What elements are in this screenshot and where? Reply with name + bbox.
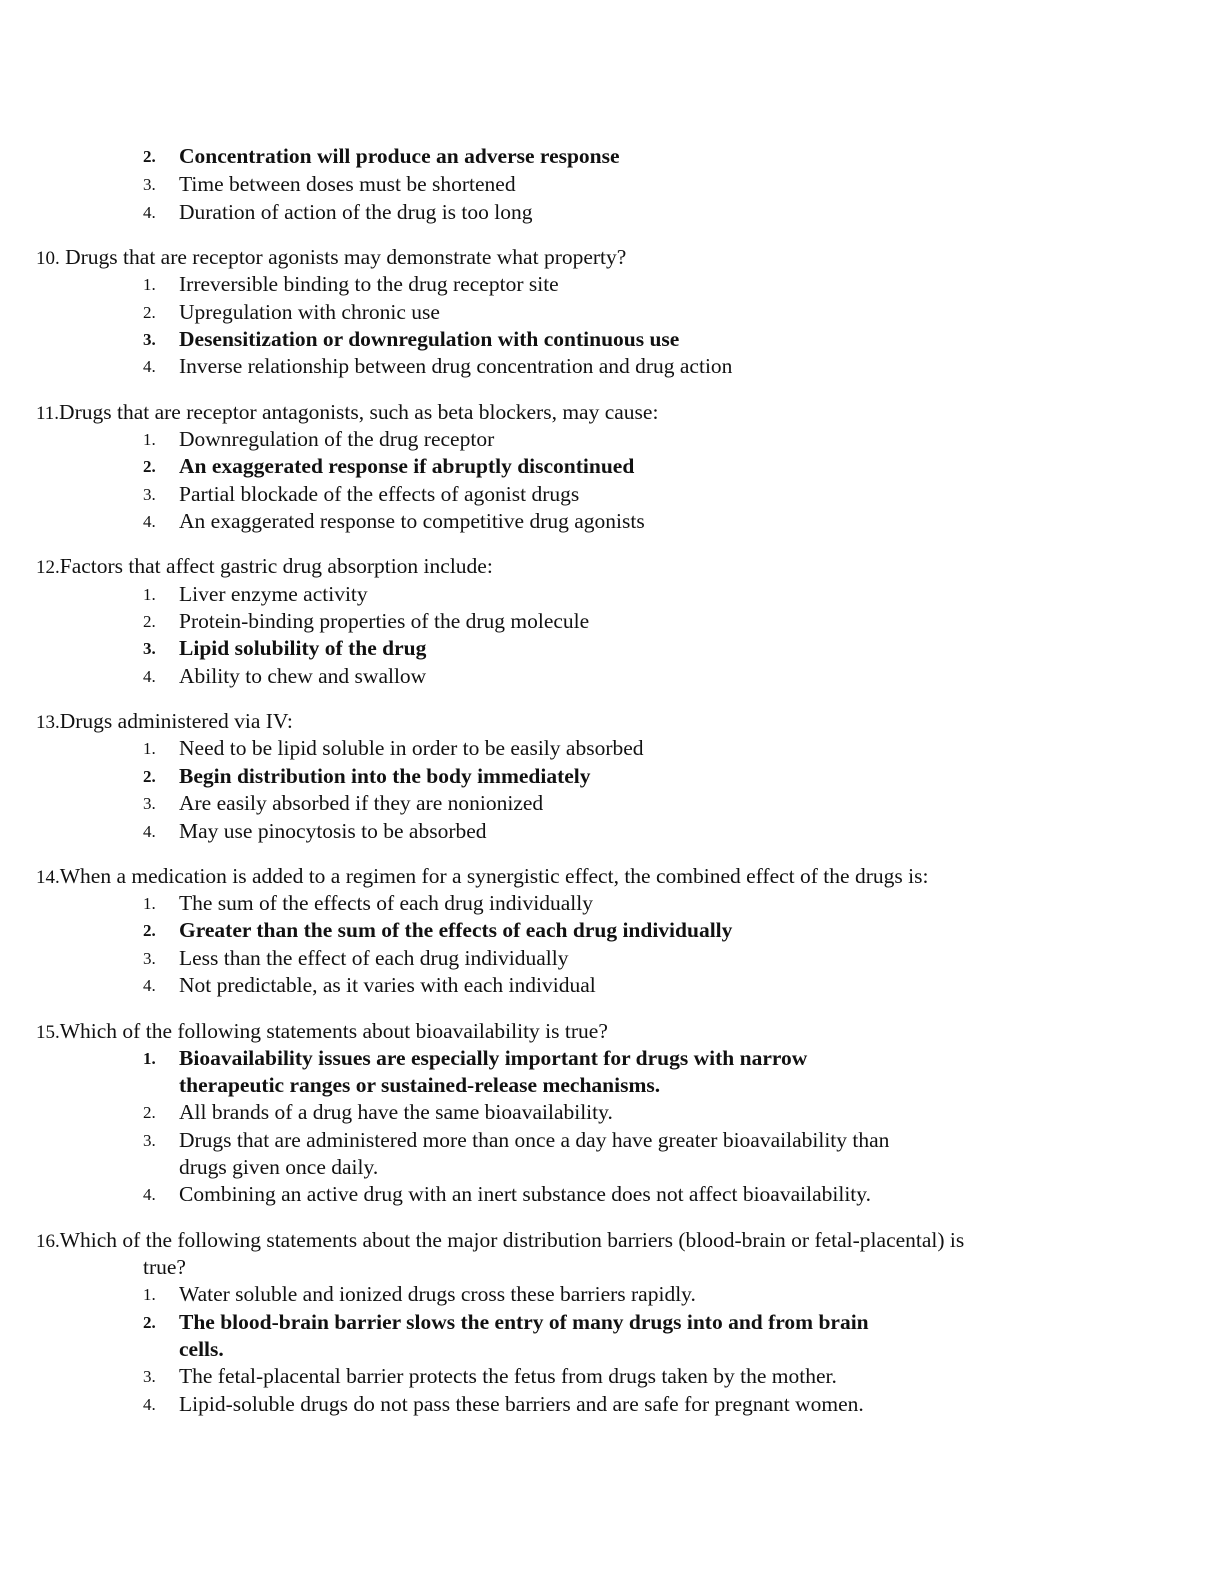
option-number: 1. <box>143 1049 156 1068</box>
option-text-correct: Concentration will produce an adverse response <box>179 144 620 168</box>
option-number: 3. <box>143 1131 156 1150</box>
question-number: 12. <box>36 557 60 578</box>
option-text: Time between doses must be shortened <box>179 172 516 196</box>
option-number: 4. <box>143 1395 156 1414</box>
option-text: Upregulation with chronic use <box>179 300 440 324</box>
question-text: Drugs that are receptor agonists may demonstrate what property? <box>65 245 627 269</box>
option-text: Ability to chew and swallow <box>179 664 427 688</box>
option-number: 2. <box>143 147 156 166</box>
question-15 <box>36 1018 608 1046</box>
question-11 <box>36 399 658 427</box>
option-number: 3. <box>143 949 156 968</box>
option-text: Lipid-soluble drugs do not pass these barriers and are safe for pregnant women. <box>179 1392 864 1416</box>
question-text: Drugs administered via IV: <box>59 709 293 733</box>
question-12 <box>36 553 493 581</box>
option-text: Less than the effect of each drug individually <box>179 946 569 970</box>
option-number: 2. <box>143 1313 156 1332</box>
question-14 <box>36 863 928 891</box>
option-number: 3. <box>143 639 156 658</box>
option-text: Drugs that are administered more than once a day have greater bioavailability than <box>179 1128 890 1152</box>
option-text-correct: Desensitization or downregulation with continuous use <box>179 327 680 351</box>
option-text: Combining an active drug with an inert substance does not affect bioavailability. <box>179 1182 871 1206</box>
option-number: 3. <box>143 330 156 349</box>
option-text-correct: Greater than the sum of the effects of each drug individually <box>179 918 733 942</box>
question-number: 15. <box>36 1022 60 1043</box>
option-text: All brands of a drug have the same bioavailability. <box>179 1100 613 1124</box>
question-number: 14. <box>36 867 60 888</box>
option-number: 1. <box>143 739 156 758</box>
option-text-correct: Begin distribution into the body immediately <box>179 764 591 788</box>
option-number: 2. <box>143 921 156 940</box>
question-text: Which of the following statements about bioavailability is true? <box>59 1019 608 1043</box>
question-number: 11. <box>36 403 60 424</box>
question-number: 13. <box>36 712 60 733</box>
option-text-correct: An exaggerated response if abruptly discontinued <box>179 454 635 478</box>
option-text: Water soluble and ionized drugs cross these barriers rapidly. <box>179 1282 696 1306</box>
option-number: 4. <box>143 976 156 995</box>
question-text: Which of the following statements about the major distribution barriers (blood-brain or fetal-placental) is <box>59 1228 965 1252</box>
option-text: An exaggerated response to competitive drug agonists <box>179 509 645 533</box>
option-text-correct: Lipid solubility of the drug <box>179 636 427 660</box>
option-number: 1. <box>143 430 156 449</box>
option-text: Irreversible binding to the drug receptor site <box>179 272 559 296</box>
option-text: Partial blockade of the effects of agonist drugs <box>179 482 580 506</box>
option-text-correct: Bioavailability issues are especially important for drugs with narrow <box>179 1046 808 1070</box>
option-number: 2. <box>143 767 156 786</box>
option-number: 4. <box>143 1185 156 1204</box>
option-number: 3. <box>143 485 156 504</box>
option-number: 4. <box>143 203 156 222</box>
option-text: May use pinocytosis to be absorbed <box>179 819 487 843</box>
option-number: 1. <box>143 894 156 913</box>
option-text: Liver enzyme activity <box>179 582 368 606</box>
option-text: The fetal-placental barrier protects the fetus from drugs taken by the mother. <box>179 1364 837 1388</box>
question-text-continued: true? <box>143 1255 186 1279</box>
option-text-correct: The blood-brain barrier slows the entry of many drugs into and from brain <box>179 1310 869 1334</box>
option-number: 1. <box>143 1285 156 1304</box>
question-text: When a medication is added to a regimen for a synergistic effect, the combined effect of the drugs is: <box>59 864 929 888</box>
option-text: Protein-binding properties of the drug molecule <box>179 609 590 633</box>
question-text: Drugs that are receptor antagonists, such as beta blockers, may cause: <box>59 400 659 424</box>
question-10 <box>36 244 626 272</box>
option-number: 1. <box>143 585 156 604</box>
option-number: 3. <box>143 1367 156 1386</box>
option-text: Are easily absorbed if they are nonionized <box>179 791 544 815</box>
option-text: Not predictable, as it varies with each individual <box>179 973 596 997</box>
option-number: 4. <box>143 822 156 841</box>
option-number: 4. <box>143 512 156 531</box>
option-text: Downregulation of the drug receptor <box>179 427 495 451</box>
question-13 <box>36 708 293 736</box>
option-text-continued: drugs given once daily. <box>179 1155 379 1179</box>
option-number: 4. <box>143 667 156 686</box>
option-number: 4. <box>143 357 156 376</box>
option-text: The sum of the effects of each drug individually <box>179 891 593 915</box>
option-text: Duration of action of the drug is too long <box>179 200 533 224</box>
option-number: 2. <box>143 303 156 322</box>
option-number: 1. <box>143 275 156 294</box>
option-number: 3. <box>143 794 156 813</box>
question-text: Factors that affect gastric drug absorption include: <box>59 554 493 578</box>
option-number: 2. <box>143 457 156 476</box>
option-text-correct-continued: cells. <box>179 1337 224 1361</box>
question-number: 16. <box>36 1231 60 1252</box>
option-text: Need to be lipid soluble in order to be easily absorbed <box>179 736 644 760</box>
option-number: 3. <box>143 175 156 194</box>
option-text: Inverse relationship between drug concentration and drug action <box>179 354 733 378</box>
question-16 <box>36 1227 964 1255</box>
question-number: 10. <box>36 248 60 269</box>
option-number: 2. <box>143 1103 156 1122</box>
option-text-correct-continued: therapeutic ranges or sustained-release mechanisms. <box>179 1073 661 1097</box>
option-number: 2. <box>143 612 156 631</box>
